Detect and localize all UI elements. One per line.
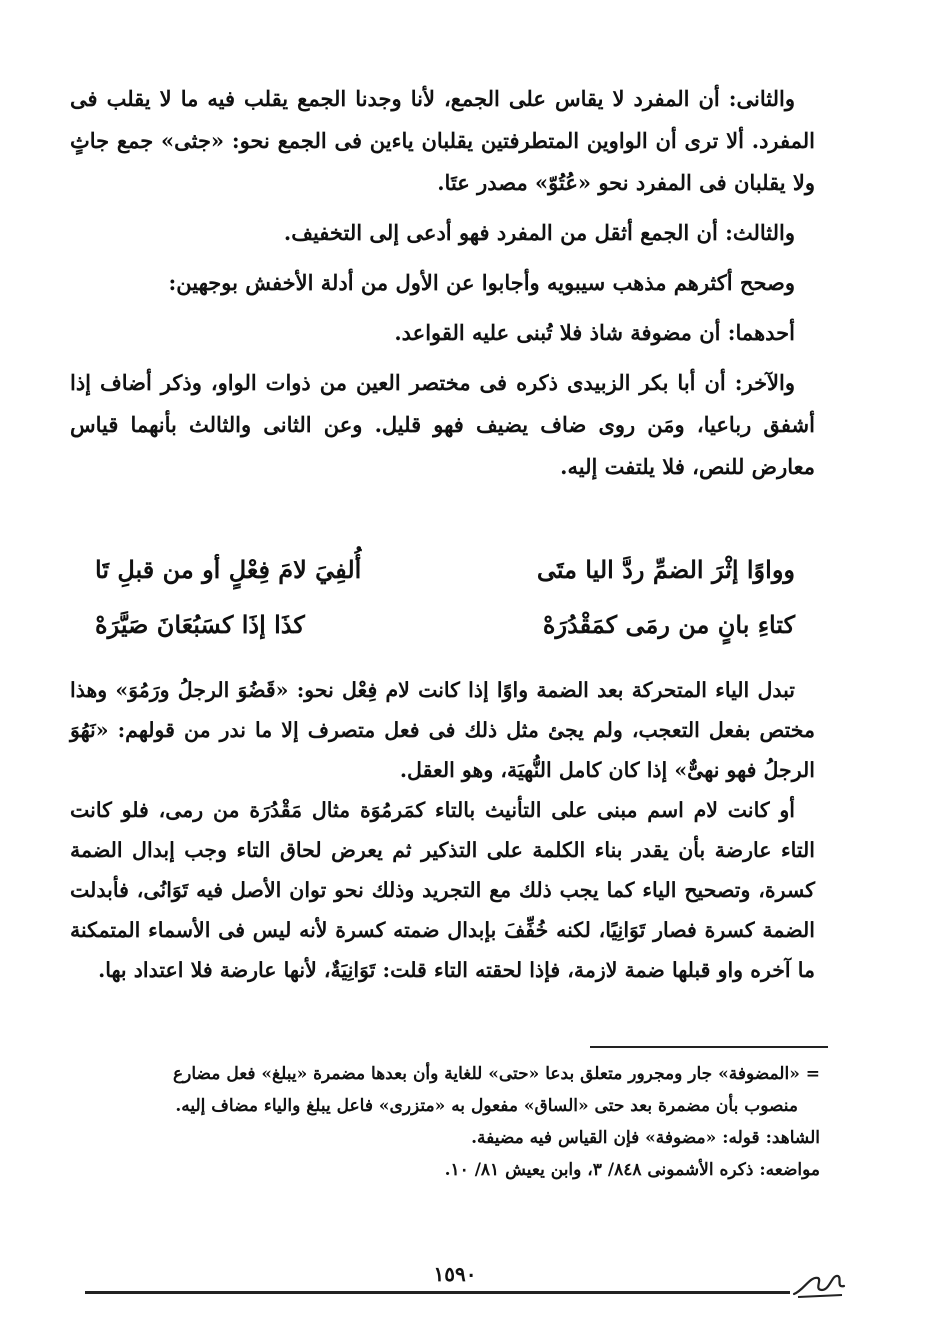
verse-hemistich-first: وواوًا إثْرَ الضمِّ ردَّ اليا متَى bbox=[536, 555, 795, 584]
paragraph-second-argument: والثانى: أن المفرد لا يقاس على الجمع، لأنا وجدنا الجمع يقلب فيه ما لا يقلب فى المفرد. ألا ترى أن الواوين المتطرفتين يقلبان ياءين فى الجمع نحو: «جثى» جمع جاثٍ ولا يقلبان فى المفرد نحو «عُتُوّ» مصدر عتَا. bbox=[70, 86, 815, 195]
footnote-line: مواضعه: ذكره الأشمونى ٨٤٨/ ٣، وابن يعيش ٨١/ ١٠. bbox=[444, 1160, 820, 1180]
main-text bbox=[70, 78, 815, 488]
commentary-text bbox=[70, 670, 815, 990]
verse-line bbox=[95, 597, 795, 652]
verse-hemistich-second: أُلفِيَ لامَ فِعْلٍ أو من قبلِ تَا bbox=[95, 555, 362, 584]
paragraph-first-reply: أحدهما: أن مضوفة شاذ فلا تُبنى عليه القواعد. bbox=[394, 320, 795, 345]
footnote-line: منصوب بأن مضمرة بعد حتى «الساق» مفعول به «متزرى» فاعل يبلغ والياء مضاف إليه. bbox=[175, 1096, 798, 1116]
paragraph-tawaniya: أو كانت لام اسم مبنى على التأنيث بالتاء كمَرمُوَة مثال مَقْدُرَة من رمى، فلو كانت التاء عارضة بأن يقدر بناء الكلمة على التذكير ثم يعرض لحاق التاء وجب إبدال الضمة كسرة، وتصحيح الياء كما يجب ذلك مع التجريد وذلك نحو توان الأصل فيه تَوَانُى، فأبدلت الضمة كسرة فصار تَوَانِيًا، لكنه خُفِّفَ بإبدال ضمته كسرة لأنه ليس فى الأسماء المتمكنة ما آخره واو قبلها ضمة لازمة، فإذا لحقته التاء قلت: تَوَانِيَةٌ، لأنها عارضة فلا اعتداد بها. bbox=[70, 798, 815, 982]
signature-flourish-icon bbox=[792, 1268, 847, 1300]
footnote-line: = «المضوفة» جار ومجرور متعلق بدعا «حتى» للغاية وأن بعدها مضمرة «يبلغ» فعل مضارع bbox=[173, 1064, 820, 1084]
verse-hemistich-second: كذَا إذَا كسَبُعَانَ صَيَّرَهْ bbox=[95, 610, 305, 639]
footnote-line: الشاهد: قوله: «مضوفة» فإن القياس فيه مضيفة. bbox=[471, 1128, 820, 1148]
verse-block bbox=[95, 542, 795, 652]
page-number: ١٥٩٠ bbox=[433, 1262, 477, 1286]
verse-line bbox=[95, 542, 795, 597]
paragraph-second-reply: والآخر: أن أبا بكر الزبيدى ذكره فى مختصر العين من ذوات الواو، وذكر أضاف إذا أشفق رباعيا، ومَن روى ضاف يضيف فهو قليل. وعن الثانى والثالث بأنهما قياس معارض للنص، فلا يلتفت إليه. bbox=[70, 370, 815, 479]
bottom-rule bbox=[85, 1291, 790, 1294]
paragraph-sibawayh-view: وصحح أكثرهم مذهب سيبويه وأجابوا عن الأول من أدلة الأخفش بوجهين: bbox=[168, 270, 795, 295]
paragraph-explanation: تبدل الياء المتحركة بعد الضمة واوًا إذا كانت لام فِعْل نحو: «قَضُوَ الرجلُ ورَمُوَ» وهذا مختص بفعل التعجب، ولم يجئ مثل ذلك فى فعل متصرف إلا ما ندر من قولهم: «نَهُوَ الرجلُ فهو نهىٌّ» إذا كان كامل النُّهيَة، وهو العقل. bbox=[70, 678, 815, 782]
paragraph-third-argument: والثالث: أن الجمع أثقل من المفرد فهو أدعى إلى التخفيف. bbox=[283, 220, 795, 245]
verse-hemistich-first: كتاءِ بانٍ من رمَى كمَقْدُرَهْ bbox=[542, 610, 795, 639]
footnotes bbox=[80, 1058, 820, 1186]
footnote-separator bbox=[590, 1046, 828, 1048]
